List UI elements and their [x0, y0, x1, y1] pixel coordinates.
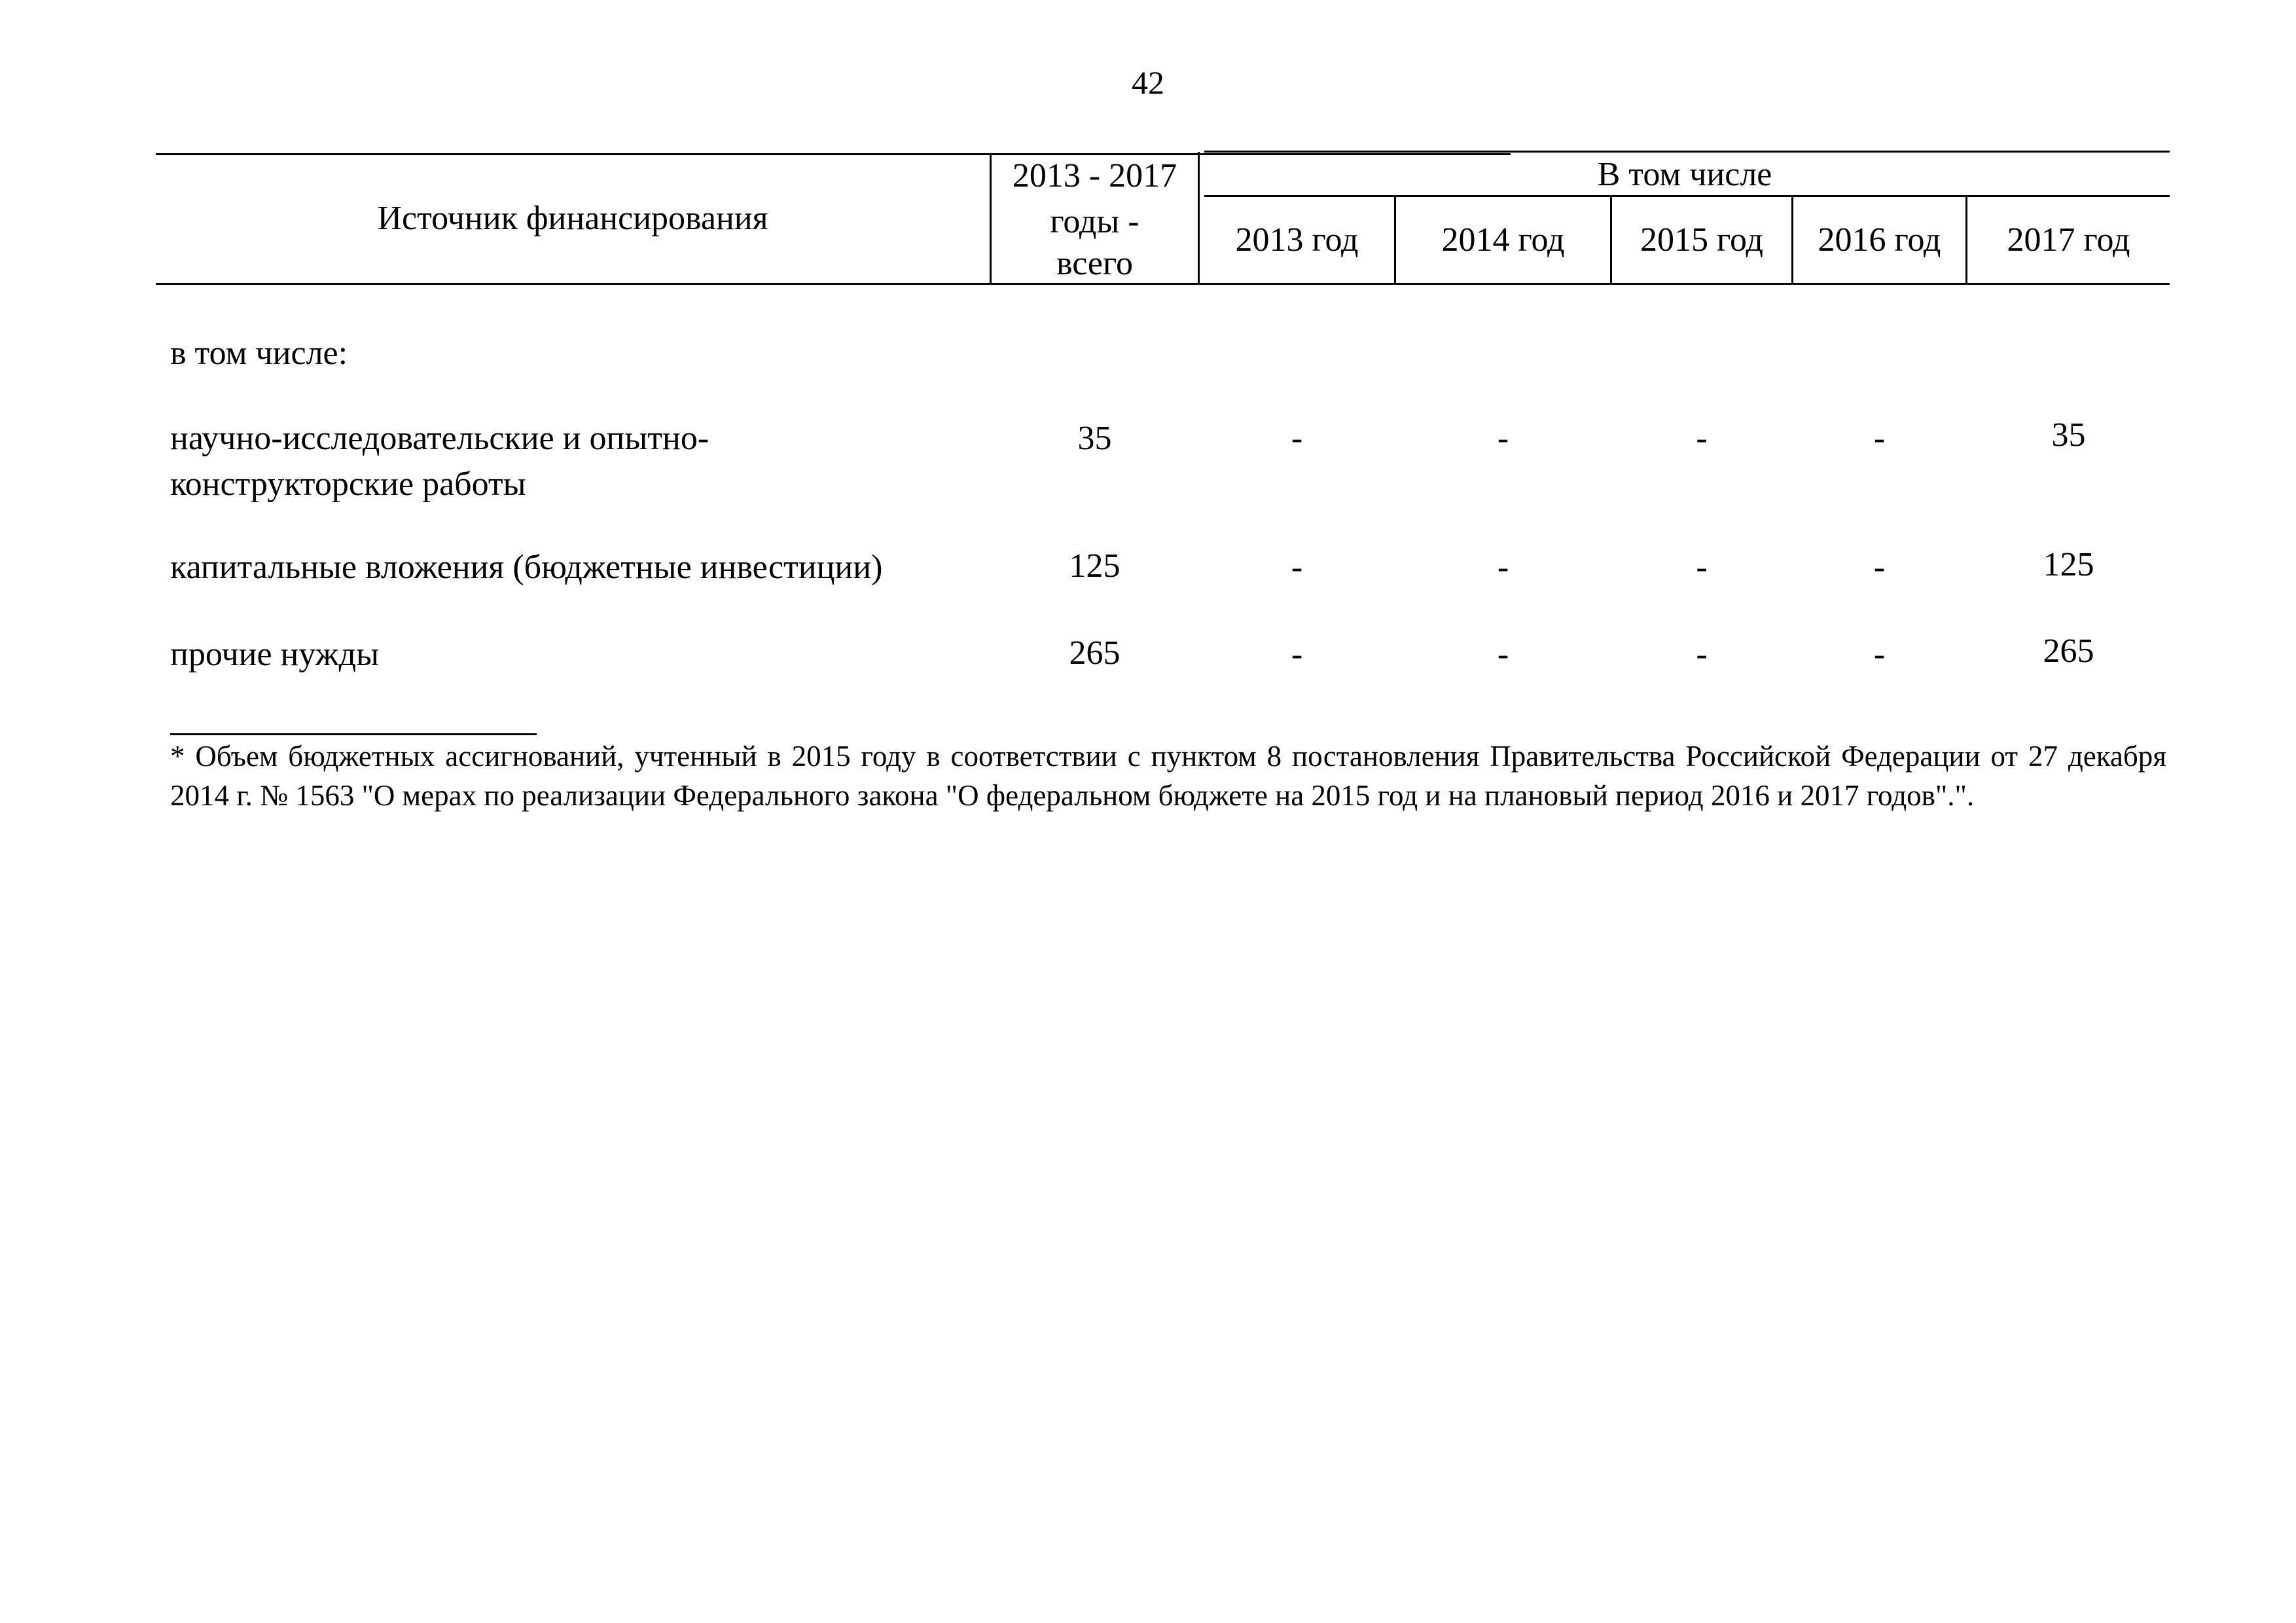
- row-value-2017: 125: [2043, 546, 2094, 583]
- header-top-rule: [156, 153, 1511, 155]
- row-value-2015: -: [1696, 636, 1708, 673]
- header-source-label: Источник финансирования: [377, 200, 768, 237]
- footnote-rule: [170, 733, 537, 735]
- row-value-2016: -: [1873, 420, 1886, 457]
- header-year-2017: 2017 год: [2007, 221, 2130, 259]
- section-label: в том числе:: [170, 335, 348, 372]
- row-value-2013: -: [1291, 549, 1303, 586]
- row-label: прочие нужды: [170, 636, 380, 673]
- page-number: 42: [1132, 64, 1164, 101]
- row-label: научно-исследовательские и опытно-: [170, 420, 709, 457]
- footnote: * Объем бюджетных ассигнований, учтенный в 2015 году в соответствии с пунктом 8 постановления Правительства Российской Федерации от 27 декабря 2014 г. № 1563 "О мерах по реализации Федерального закона "О федеральном бюджете на 2015 год и на плановый период 2016 и 2017 годов".".: [170, 740, 2166, 812]
- row-value-2016: -: [1873, 636, 1886, 673]
- row-value-2015: -: [1696, 420, 1708, 457]
- header-bottom-rule: [156, 283, 2170, 285]
- row-label: капитальные вложения (бюджетные инвестиции): [170, 549, 883, 586]
- row-value-2017: 265: [2043, 632, 2094, 670]
- row-value-2017: 35: [2051, 416, 2086, 454]
- row-value-2014: -: [1497, 636, 1509, 673]
- row-value-2016: -: [1873, 549, 1886, 586]
- header-total-line3: всего: [1056, 245, 1134, 282]
- header-year-2013: 2013 год: [1235, 221, 1359, 259]
- row-value-2015: -: [1696, 549, 1708, 586]
- header-total-line1: 2013 - 2017: [1012, 157, 1177, 194]
- header-total-line2: годы -: [1050, 203, 1139, 240]
- row-total: 125: [1069, 547, 1121, 585]
- row-value-2014: -: [1497, 549, 1509, 586]
- row-value-2014: -: [1497, 420, 1509, 457]
- row-value-2013: -: [1291, 420, 1303, 457]
- header-subrule: [1204, 195, 2170, 197]
- header-year-2015: 2015 год: [1640, 221, 1763, 259]
- header-year-2016: 2016 год: [1818, 221, 1941, 259]
- header-including-label: В том числе: [1597, 156, 1772, 193]
- header-year-2014: 2014 год: [1441, 221, 1565, 259]
- row-label-continued: конструкторские работы: [170, 465, 526, 503]
- row-value-2013: -: [1291, 636, 1303, 673]
- header-top-rule-right: [1204, 151, 2170, 153]
- row-total: 265: [1069, 634, 1121, 672]
- row-total: 35: [1077, 420, 1112, 457]
